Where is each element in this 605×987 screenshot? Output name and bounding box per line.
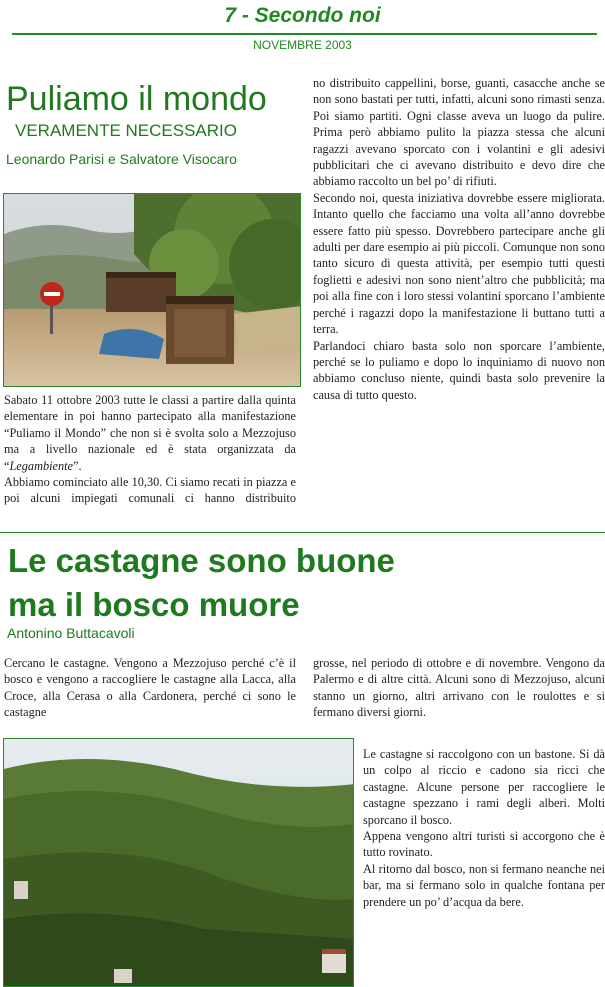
header-rule xyxy=(12,33,597,35)
article1-right-p1: no distribuito cappellini, borse, guanti, casacche anche se non sono bastati per tutti, infatti, alcuni sono rimasti senza. Poi siamo partiti. Ogni classe aveva un luogo da pulire. Prima però abbiamo pulito la piazza stessa che alcuni ragazzi avevano sporcato con i volantini e gli adesivi pubblicitari che ci avevano distribuito e devo dire che abbiamo raccolto un bel po’ di rifiuti. xyxy=(313,76,605,189)
article1-photo-litter xyxy=(3,193,301,387)
issue-date: NOVEMBRE 2003 xyxy=(253,38,352,52)
article2-right-p3: Appena vengono altri turisti si accorgono che è tutto rovinato. xyxy=(363,829,605,860)
article2-right-p4: Al ritorno dal bosco, non si fermano neanche nei bar, ma si fermano solo in qualche fontana per prendere un po’ d’acqua da bere. xyxy=(363,861,605,909)
article2-right-top: grosse, nel periodo di ottobre e di novembre. Vengono da Palermo e di altre città. Alcuni sono di Mezzojuso, alcuni stanno un giorno, altri arrivano con le roulottes e si fermano diversi giorni. xyxy=(313,656,605,720)
article1-column-left: Sabato 11 ottobre 2003 tutte le classi a partire dalla quinta elementare in poi hanno partecipato alla manifestazione “Puliamo il Mondo” che non si è svolta solo a Mezzojuso ma a livello nazionale ed è stata organizzata da “Legambiente”. Abbiamo cominciato alle 10,30. Ci siamo recati in piazza e poi alcuni impiegati comunali ci hanno distribuito xyxy=(4,393,296,506)
litter-photo-illustration xyxy=(4,194,301,387)
article1-right-p3: Parlandoci chiaro basta solo non sporcare l’ambiente, perché se lo puliamo e dopo lo inquiniamo di nuovo non abbiamo concluso niente, quindi basta solo prevenire la causa di tutto questo. xyxy=(313,338,605,402)
article2-right-p2: Le castagne si raccolgono con un bastone. Si dà un colpo al riccio e cadono sia ricci che castagne. Alcune persone per raccogliere le castagne spezzano i rami degli alberi. Molti sporcano il bosco. xyxy=(363,747,605,827)
article1-author: Leonardo Parisi e Salvatore Visocaro xyxy=(6,151,237,167)
article2-photo-forest xyxy=(3,738,354,987)
article2-column-right-top xyxy=(313,655,605,721)
article2-title: Le castagne sono buone ma il bosco muore xyxy=(8,542,395,623)
article1-left-p2: Abbiamo cominciato alle 10,30. Ci siamo recati in piazza e poi alcuni impiegati comunali ci hanno distribuito xyxy=(4,475,296,506)
article2-author: Antonino Buttacavoli xyxy=(7,625,135,641)
article2-column-right xyxy=(363,746,605,910)
forest-photo-illustration xyxy=(4,739,354,987)
article2-left-p1: Cercano le castagne. Vengono a Mezzojuso perché c’è il bosco e vengono a raccogliere le castagne alla Lacca, alla Croce, alla Cerasa o alla Cardonera, perché ci sono le castagne xyxy=(4,656,296,720)
article1-title: Puliamo il mondo xyxy=(6,80,267,118)
article-separator xyxy=(0,532,605,533)
article2-column-left xyxy=(4,655,296,721)
article1-right-p2: Secondo noi, questa iniziativa dovrebbe essere migliorata. Intanto quello che facciamo una volta all’anno dovrebbe essere fatto più spesso. Dovrebbero partecipare anche gli adulti per dare esempio ai più piccoli. Comunque non sono tanto sicuro di questa attività, per esempio tutti questi foglietti e adesivi non sono nient’altro che pubblicità; ma poi alla fine con i loro stessi volantini sporcano l’ambiente perché i ragazzi dopo la manifestazione li buttano tutti a terra. xyxy=(313,190,605,337)
page-header-title: 7 - Secondo noi xyxy=(224,4,381,27)
article1-subtitle: VERAMENTE NECESSARIO xyxy=(15,121,237,140)
article1-column-right xyxy=(313,75,605,403)
